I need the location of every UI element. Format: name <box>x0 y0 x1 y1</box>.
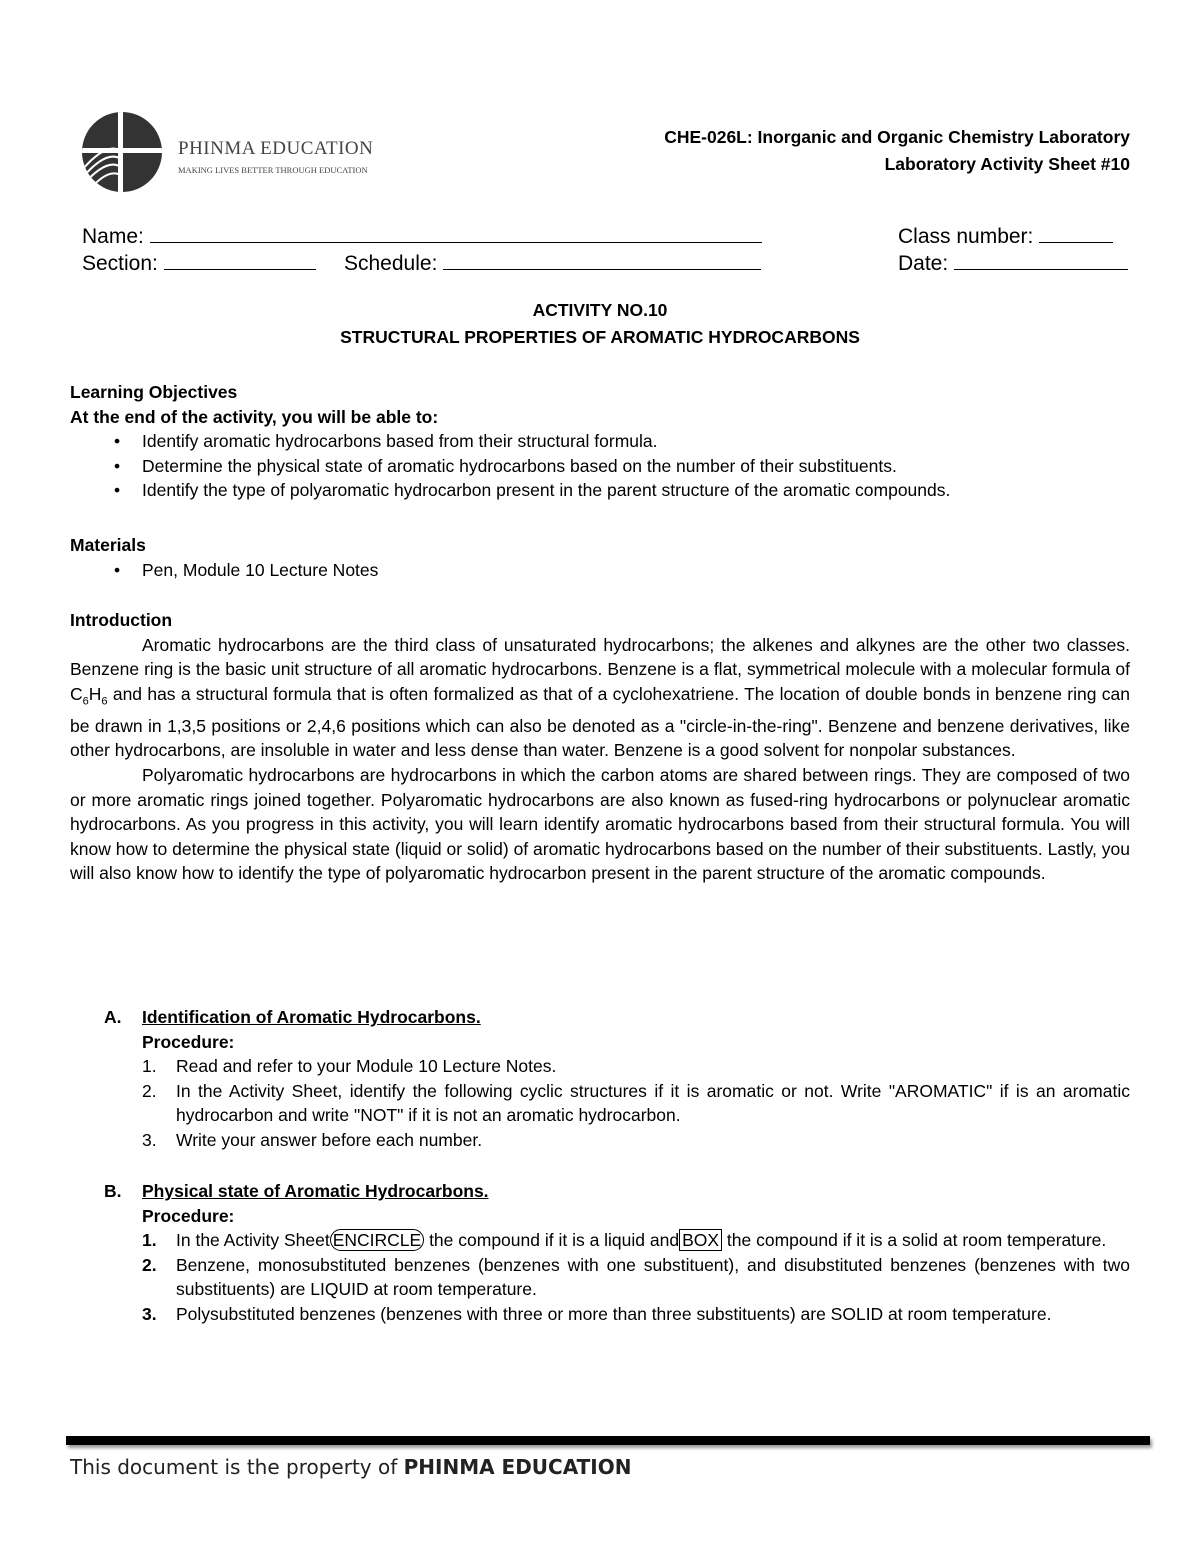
activity-number: ACTIVITY NO.10 <box>532 300 668 320</box>
section-b-title: Physical state of Aromatic Hydrocarbons. <box>142 1181 489 1201</box>
list-item: • Determine the physical state of aromatic hydrocarbons based on the number of their substituents. <box>70 454 1130 479</box>
name-row <box>82 222 1134 248</box>
section-label: Section: <box>82 252 158 275</box>
section-a-procedure-label: Procedure: <box>142 1031 235 1052</box>
list-item: 1. In the Activity Sheet ENCIRCLE the compound if it is a liquid and BOX the compound if it is a solid at room temperature. <box>142 1230 1107 1251</box>
logo-tagline: MAKING LIVES BETTER THROUGH EDUCATION <box>178 165 368 175</box>
course-header <box>664 124 1130 178</box>
list-item: 2. Benzene, monosubstituted benzenes (benzenes with one substituent), and disubstituted benzenes (benzenes with two substituents) are LIQUID at room temperature. <box>142 1254 1130 1300</box>
sheet-title: Laboratory Activity Sheet #10 <box>884 154 1130 174</box>
box-label: BOX <box>679 1229 722 1251</box>
phinma-globe-icon <box>78 110 174 194</box>
list-item: • Pen, Module 10 Lecture Notes <box>70 558 1130 583</box>
introduction <box>70 608 1130 886</box>
list-item: 3. Polysubstituted benzenes (benzenes with three or more than three substituents) are SOLID at room temperature. <box>142 1303 1052 1324</box>
list-item: • Identify aromatic hydrocarbons based from their structural formula. <box>70 429 1130 454</box>
intro-paragraph-2: Polyaromatic hydrocarbons are hydrocarbons in which the carbon atoms are shared between rings. They are composed of two or more aromatic rings joined together. Polyaromatic hydrocarbons are also known as fused-ring hydrocarbons or polynuclear aromatic hydrocarbons. As you progress in this activity, you will learn identify aromatic hydrocarbons based from their structural formula. You will know how to determine the physical state (liquid or solid) of aromatic hydrocarbons based on the number of their substituents. Lastly, you will also know how to identify the type of polyaromatic hydrocarbon present in the parent structure of the aromatic compounds. <box>70 765 1130 884</box>
list-item: 2. In the Activity Sheet, identify the following cyclic structures if it is aromatic or not. Write "AROMATIC" if is an aromatic hydrocarbon and write "NOT" if it is not an aromatic hydrocarbon. <box>142 1080 1130 1126</box>
date-field[interactable] <box>954 249 1128 270</box>
objectives-heading: Learning Objectives <box>70 382 238 402</box>
section-row <box>82 249 1134 275</box>
materials-heading: Materials <box>70 535 146 555</box>
name-label: Name: <box>82 225 144 248</box>
footer-note: This document is the property of PHINMA EDUCATION <box>70 1455 632 1479</box>
encircle-label: ENCIRCLE <box>330 1229 425 1251</box>
objectives-list <box>70 429 1130 503</box>
section-a-letter: A. <box>104 1007 122 1027</box>
phinma-logo <box>78 110 378 194</box>
section-field[interactable] <box>164 249 316 270</box>
section-b <box>104 1179 1130 1327</box>
section-b-steps <box>104 1228 1130 1326</box>
footer-owner: PHINMA EDUCATION <box>403 1455 632 1479</box>
section-a-title: Identification of Aromatic Hydrocarbons. <box>142 1007 481 1027</box>
list-item: 1. Read and refer to your Module 10 Lecture Notes. <box>142 1056 557 1077</box>
list-item: • Identify the type of polyaromatic hydrocarbon present in the parent structure of the aromatic compounds. <box>70 478 1130 503</box>
learning-objectives <box>70 380 1130 503</box>
intro-paragraph-1: Aromatic hydrocarbons are the third class of unsaturated hydrocarbons; the alkenes and alkynes are the other two classes. Benzene ring is the basic unit structure of all aromatic hydrocarbons. Benzene is a flat, symmetrical molecule with a molecular formula of $C_6H_6$ and has a structural formula that is often formalized as that of a cyclohexatriene. The location of double bonds in benzene ring can be drawn in 1,3,5 positions or 2,4,6 positions which can also be denoted as a "circle-in-the-ring". Benzene and benzene derivatives, like other hydrocarbons, are insoluble in water and less dense than water. Benzene is a good solvent for nonpolar substances. <box>70 634 1130 761</box>
footer-divider <box>66 1436 1150 1445</box>
list-item: 3. Write your answer before each number. <box>142 1129 483 1150</box>
introduction-heading: Introduction <box>70 610 173 630</box>
schedule-field[interactable] <box>443 249 761 270</box>
objectives-subheading: At the end of the activity, you will be able to: <box>70 406 439 427</box>
section-a <box>104 1005 1130 1153</box>
schedule-label: Schedule: <box>344 252 438 275</box>
section-b-letter: B. <box>104 1181 122 1201</box>
section-b-procedure-label: Procedure: <box>142 1205 235 1226</box>
materials-list <box>70 558 1130 583</box>
materials <box>70 533 1130 582</box>
class-number-field[interactable] <box>1039 222 1113 243</box>
date-label: Date: <box>898 252 949 275</box>
activity-title: STRUCTURAL PROPERTIES OF AROMATIC HYDROCARBONS <box>340 327 860 347</box>
class-number-label: Class number: <box>898 225 1034 248</box>
logo-name: PHINMA EDUCATION <box>178 138 374 159</box>
course-title: CHE-026L: Inorganic and Organic Chemistry Laboratory <box>664 127 1130 147</box>
name-field[interactable] <box>150 222 762 243</box>
section-a-steps <box>104 1054 1130 1152</box>
